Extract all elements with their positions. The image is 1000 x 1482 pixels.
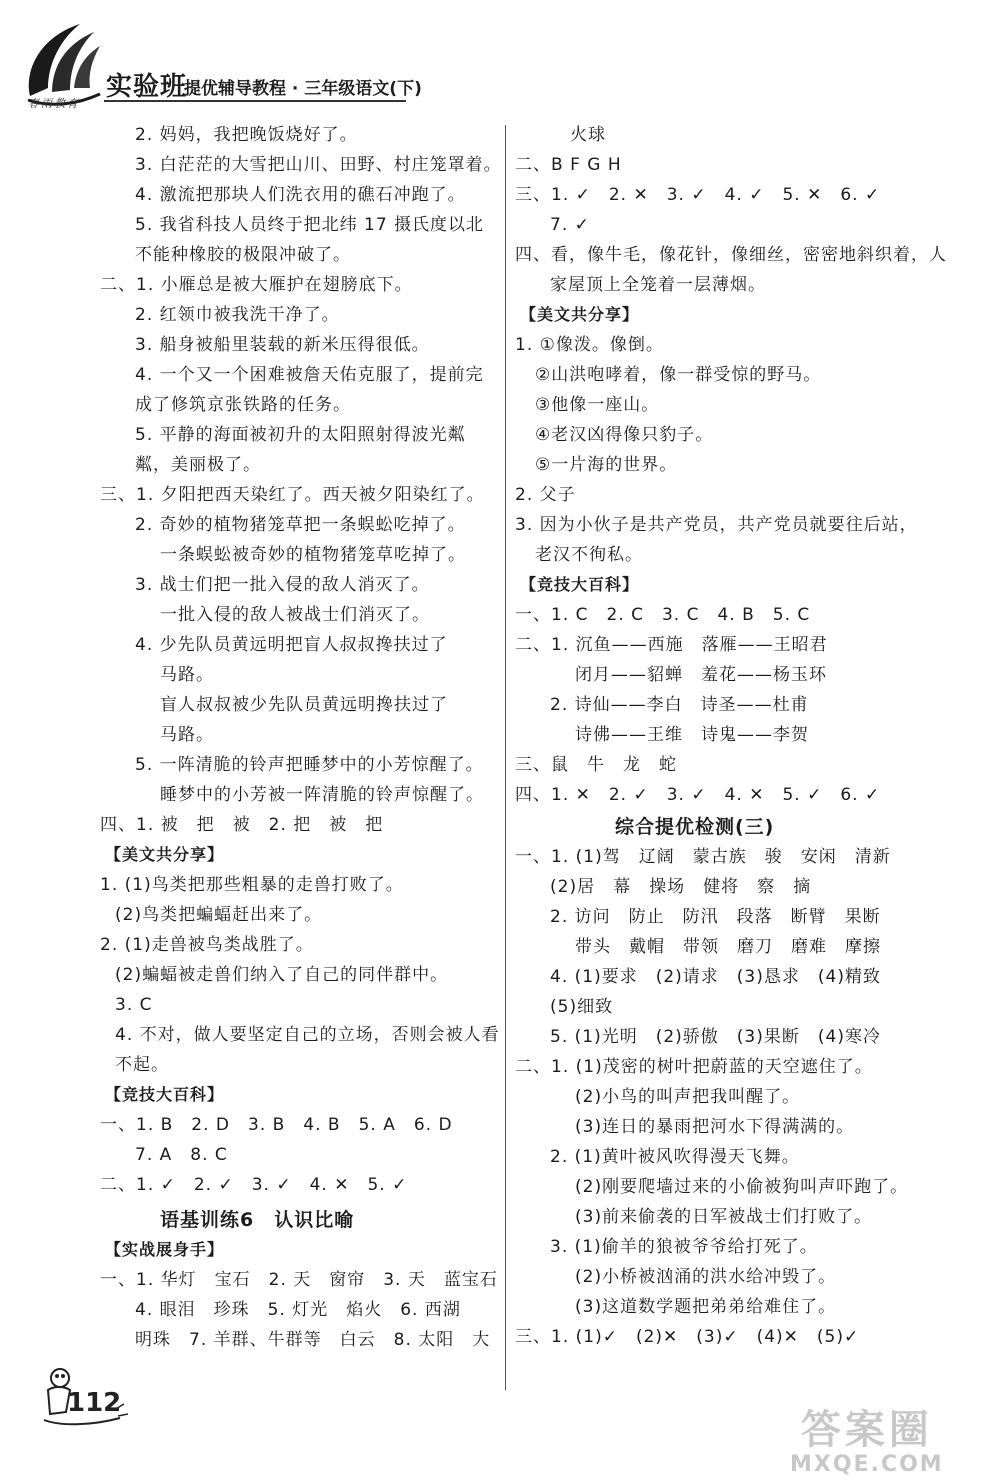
answer-line: 2. (1)走兽被鸟类战胜了。 [100, 935, 314, 955]
subsection-label: 【竞技大百科】 [520, 575, 640, 594]
answer-line: 5. (1)光明 (2)骄傲 (3)果断 (4)寒冷 [550, 1027, 881, 1047]
page-header [0, 0, 1000, 120]
answer-line: 一、1. (1)驾 辽阔 蒙古族 骏 安闲 清新 [515, 847, 891, 867]
answer-line: ⑤一片海的世界。 [535, 455, 678, 475]
answer-line: 马路。 [160, 725, 214, 745]
answer-line: 3. 战士们把一批入侵的敌人消灭了。 [135, 575, 430, 595]
answer-line: 3. 白茫茫的大雪把山川、田野、村庄笼罩着。 [135, 155, 502, 175]
answer-line: 3. (1)偷羊的狼被爷爷给打死了。 [550, 1237, 818, 1257]
answer-line: 三、鼠 牛 龙 蛇 [515, 755, 677, 775]
answer-line: (5)细致 [550, 997, 614, 1017]
answer-line: 1. ①像泼。像倒。 [515, 335, 664, 355]
answer-line: (2)小桥被汹涌的洪水给冲毁了。 [575, 1267, 837, 1287]
answer-line: 二、1. ✓ 2. ✓ 3. ✓ 4. ✕ 5. ✓ [100, 1175, 408, 1195]
answer-line: 4. (1)要求 (2)请求 (3)恳求 (4)精致 [550, 967, 881, 987]
section-heading: 语基训练6 认识比喻 [160, 1209, 355, 1231]
brand-name: 实验班 [106, 72, 188, 102]
answer-line: (2)居 幕 操场 健将 察 摘 [550, 877, 812, 897]
answer-line: 二、1. 沉鱼——西施 落雁——王昭君 [515, 635, 828, 655]
answer-line: 四、1. ✕ 2. ✓ 3. ✓ 4. ✕ 5. ✓ 6. ✓ [515, 785, 881, 805]
answer-line: (2)小鸟的叫声把我叫醒了。 [575, 1087, 801, 1107]
answer-line: 7. A 8. C [135, 1145, 228, 1165]
answer-line: (3)这道数学题把弟弟给难住了。 [575, 1297, 837, 1317]
answer-line: 不起。 [115, 1055, 169, 1075]
answer-line: 一条蜈蚣被奇妙的植物猪笼草吃掉了。 [160, 545, 466, 565]
answer-line: ②山洪咆哮着，像一群受惊的野马。 [535, 365, 822, 385]
answer-line: 粼，美丽极了。 [135, 455, 261, 475]
watermark-text: 答案圈 [800, 1407, 933, 1453]
answer-line: 2. 访问 防止 防汛 段落 断臂 果断 [550, 907, 881, 927]
answer-line: (3)连日的暴雨把河水下得满满的。 [575, 1117, 855, 1137]
answer-line: 一、1. C 2. C 3. C 4. B 5. C [515, 605, 811, 625]
answer-line: 带头 戴帽 带领 磨刀 磨难 摩擦 [575, 937, 881, 957]
subsection-label: 【美文共分享】 [520, 305, 640, 324]
answer-line: 不能种橡胶的极限冲破了。 [135, 245, 351, 265]
header-rule [104, 100, 406, 102]
section-heading: 综合提优检测(三) [615, 816, 775, 838]
watermark-url: MXQE.COM [790, 1452, 944, 1477]
answer-line: 三、1. (1)✓ (2)✕ (3)✓ (4)✕ (5)✓ [515, 1327, 860, 1347]
answer-line: ④老汉凶得像只豹子。 [535, 425, 714, 445]
answer-line: 3. C [115, 995, 153, 1015]
answer-line: (2)鸟类把蝙蝠赶出来了。 [115, 905, 323, 925]
answer-line: (2)蝙蝠被走兽们纳入了自己的同伴群中。 [115, 965, 449, 985]
subsection-label: 【实战展身手】 [105, 1240, 225, 1259]
answer-line: 2. 妈妈，我把晚饭烧好了。 [135, 125, 358, 145]
subsection-label: 【美文共分享】 [105, 845, 225, 864]
answer-line: 一、1. B 2. D 3. B 4. B 5. A 6. D [100, 1115, 453, 1135]
answer-line: 老汉不徇私。 [535, 545, 643, 565]
answer-line: 2. (1)黄叶被风吹得漫天飞舞。 [550, 1147, 800, 1167]
answer-line: 3. 船身被船里装载的新米压得很低。 [135, 335, 430, 355]
answer-line: 4. 少先队员黄远明把盲人叔叔搀扶过了 [135, 635, 448, 655]
answer-line: 5. 一阵清脆的铃声把睡梦中的小芳惊醒了。 [135, 755, 484, 775]
answer-line: 睡梦中的小芳被一阵清脆的铃声惊醒了。 [160, 785, 484, 805]
subsection-label: 【竞技大百科】 [105, 1085, 225, 1104]
answer-line: 诗佛——王维 诗鬼——李贺 [575, 725, 809, 745]
answer-line: (3)前来偷袭的日军被战士们打败了。 [575, 1207, 873, 1227]
answer-line: 马路。 [160, 665, 214, 685]
answer-line: 一、1. 华灯 宝石 2. 天 窗帘 3. 天 蓝宝石 [100, 1270, 498, 1290]
answer-line: 家屋顶上全笼着一层薄烟。 [550, 275, 766, 295]
answer-line: 3. 因为小伙子是共产党员，共产党员就要往后站， [515, 515, 918, 535]
answer-line: 4. 激流把那块人们洗衣用的礁石冲跑了。 [135, 185, 466, 205]
answer-line: (2)刚要爬墙过来的小偷被狗叫声吓跑了。 [575, 1177, 909, 1197]
answer-line: 4. 不对，做人要坚定自己的立场，否则会被人看 [115, 1025, 500, 1045]
answer-line: 四、1. 被 把 被 2. 把 被 把 [100, 815, 384, 835]
answer-line: 二、1. 小雁总是被大雁护在翅膀底下。 [100, 275, 413, 295]
answer-line: 明珠 7. 羊群、牛群等 白云 8. 太阳 大 [135, 1330, 491, 1350]
answer-line: 2. 红领巾被我洗干净了。 [135, 305, 340, 325]
answer-line: ③他像一座山。 [535, 395, 660, 415]
answer-line: 2. 诗仙——李白 诗圣——杜甫 [550, 695, 809, 715]
answer-line: 盲人叔叔被少先队员黄远明搀扶过了 [160, 695, 448, 715]
answer-line: 2. 父子 [515, 485, 576, 505]
page-number: 112 [67, 1388, 122, 1418]
answer-line: 闭月——貂蝉 羞花——杨玉环 [575, 665, 827, 685]
answer-line: 二、1. (1)茂密的树叶把蔚蓝的天空遮住了。 [515, 1057, 873, 1077]
answer-line: 三、1. 夕阳把西天染红了。西天被夕阳染红了。 [100, 485, 485, 505]
answer-line: 1. (1)鸟类把那些粗暴的走兽打败了。 [100, 875, 404, 895]
answer-line: 4. 一个又一个困难被詹天佑克服了，提前完 [135, 365, 484, 385]
answer-line: 5. 我省科技人员终于把北纬 17 摄氏度以北 [135, 215, 485, 235]
answer-line: 四、看，像牛毛，像花针，像细丝，密密地斜织着，人 [515, 245, 947, 265]
publisher-signature: 春雨教育 [28, 97, 80, 110]
answer-line: 2. 奇妙的植物猪笼草把一条蜈蚣吃掉了。 [135, 515, 466, 535]
answer-line: 一批入侵的敌人被战士们消灭了。 [160, 605, 430, 625]
column-divider [505, 125, 506, 1390]
answer-line: 4. 眼泪 珍珠 5. 灯光 焰火 6. 西湖 [135, 1300, 461, 1320]
book-title: 提优辅导教程 · 三年级语文(下) [184, 79, 422, 99]
site-watermark [790, 1408, 944, 1478]
answer-line: 二、B F G H [515, 155, 622, 175]
answer-line: 成了修筑京张铁路的任务。 [135, 395, 351, 415]
answer-line: 5. 平静的海面被初升的太阳照射得波光粼 [135, 425, 466, 445]
answer-line: 火球 [570, 125, 606, 145]
answer-line: 三、1. ✓ 2. ✕ 3. ✓ 4. ✓ 5. ✕ 6. ✓ [515, 185, 881, 205]
answer-line: 7. ✓ [550, 215, 590, 235]
